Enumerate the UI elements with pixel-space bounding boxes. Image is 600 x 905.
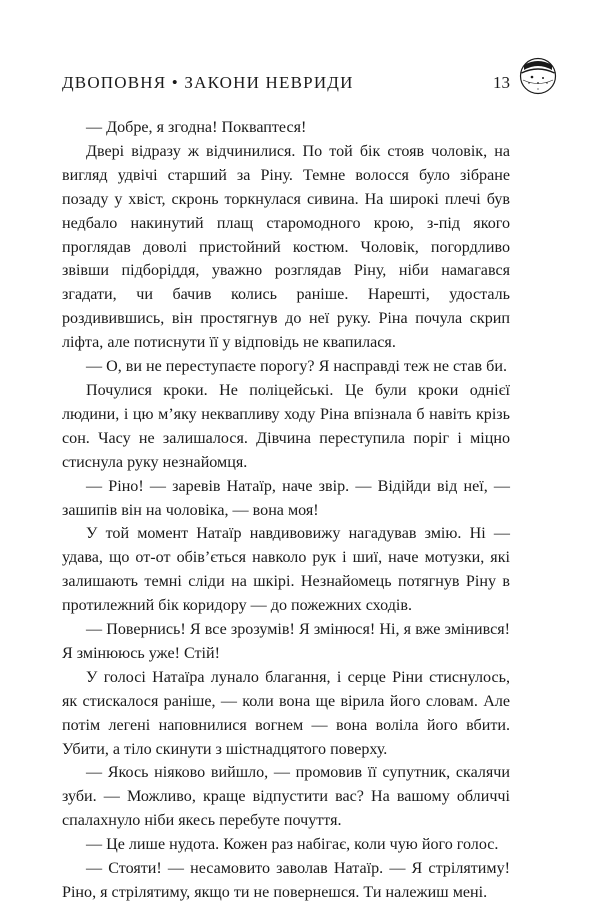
paragraph: — Повернись! Я все зрозумів! Я змінюся! Ні, я вже змінився! Я змінююсь уже! Стій! (62, 621, 510, 662)
paragraph: У той момент Натаїр навдивовижу нагадував змію. Ні — удава, що от-от обів’ється навколо рук і шиї, наче мотузки, які залишають темні сліди на шкірі. Незнайомець потягнув Ріну в протилежний бік коридору — до пожежних сходів. (62, 525, 510, 615)
page-number: 13 (493, 73, 510, 92)
paragraph: — О, ви не переступаєте порогу? Я насправді теж не став би. (86, 358, 507, 376)
paragraph: Двері відразу ж відчинилися. По той бік стояв чоловік, на вигляд удвічі старший за Ріну. Темне волосся було зібране позаду у хвіст, скронь торкнулася сивина. На широкі плечі був недбало накинутий плащ старомодного крою, з-під якого проглядав доволі пристойний костюм. Чоловік, погордливо звівши підборіддя, уважно розглядав Ріну, ніби намагався згадати, чи бачив колись раніше. Нарешті, удосталь роздивившись, він простягнув до неї руку. Ріна почула скрип ліфта, але потиснути її у відповідь не квапилася. (62, 142, 510, 352)
page-header (62, 68, 510, 98)
running-title: ДВОПОВНЯ • ЗАКОНИ НЕВРИДИ (62, 73, 354, 92)
paragraph: Почулися кроки. Не поліцейські. Це були кроки однієї людини, і цю м’яку неквапливу ходу Ріна впізнала б навіть крізь сон. Часу не залишалося. Дівчина переступила поріг і міцно стиснула руку незнайомця. (62, 381, 510, 471)
paragraph: — Це лише нудота. Кожен раз набігає, коли чую його голос. (86, 836, 499, 854)
moon-emblem-icon (518, 56, 558, 96)
paragraph: — Стояти! — несамовито заволав Натаїр. — Я стрілятиму! Ріно, я стрілятиму, якщо ти не повернешся. Ти належиш мені. (62, 860, 510, 901)
paragraph: — Ріно! — заревів Натаїр, наче звір. — Відійди від неї, — зашипів він на чоловіка, — вона моя! (62, 477, 510, 519)
paragraph: — Добре, я згодна! Покваптеся! (86, 119, 307, 136)
paragraph: У голосі Натаїра лунало благання, і серце Ріни стиснулось, як стискалося раніше, — коли вона ще вірила його словам. Але потім легені наповнилися вогнем — вона воліла його вбити. Убити, а тіло скинути з шістнадцятого поверху. (62, 668, 510, 758)
paragraph: — Якось ніяково вийшло, — промовив її супутник, скалячи зуби. — Можливо, краще відпустити вас? На вашому обличчі спалахнуло ніби якесь перебуте почуття. (62, 764, 510, 830)
body-text (62, 116, 510, 905)
